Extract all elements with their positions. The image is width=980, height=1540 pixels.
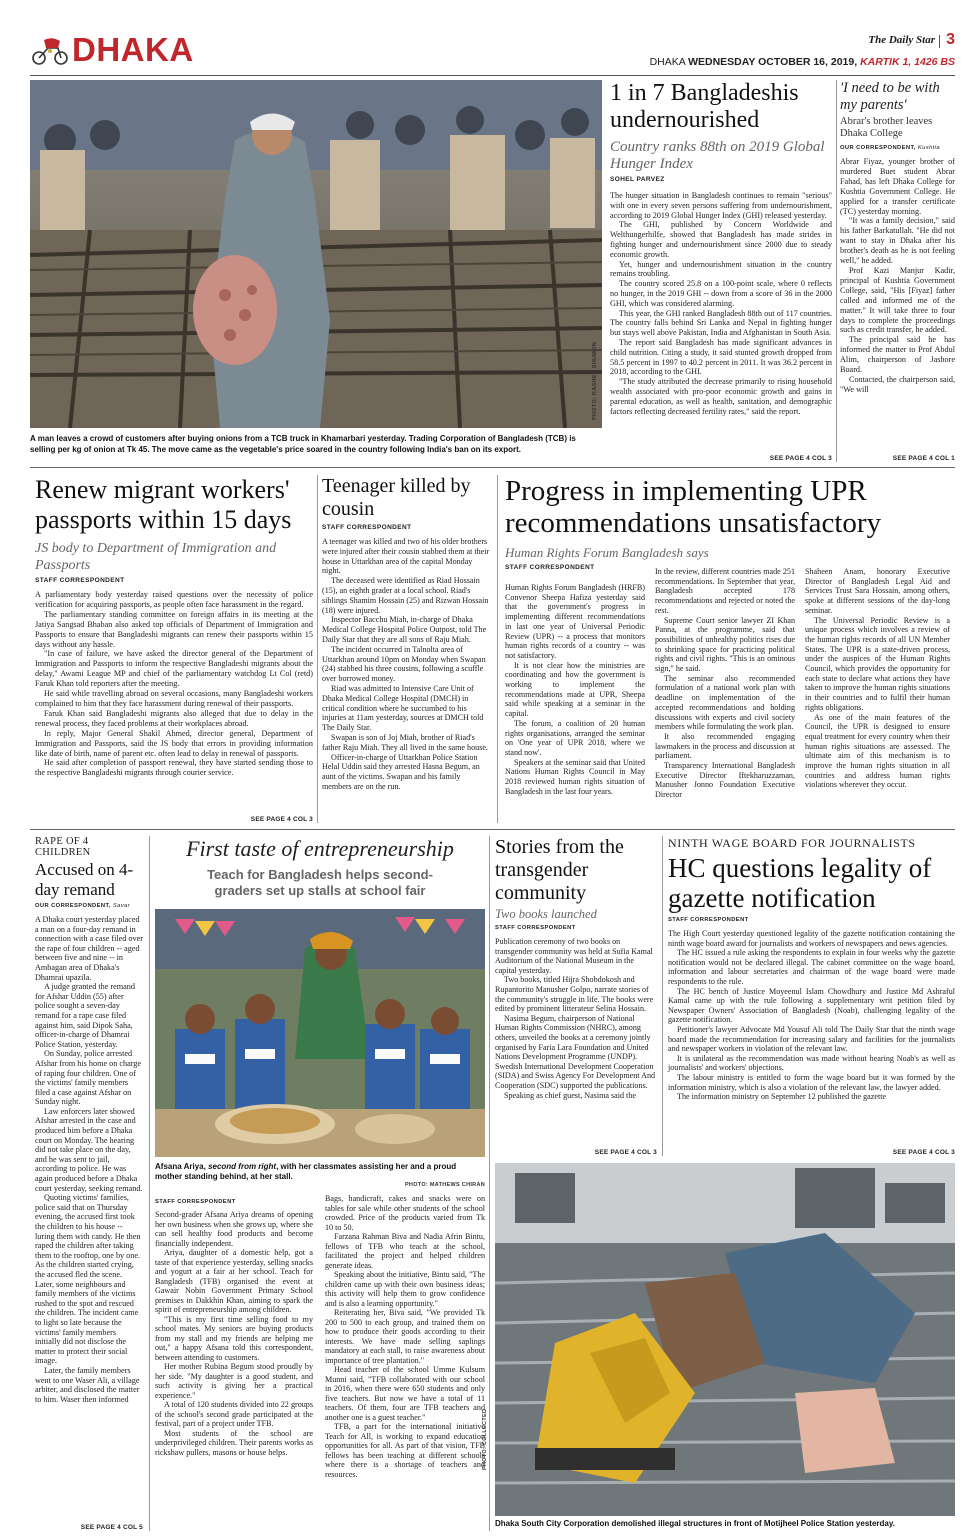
paragraph: The forum, a coalition of 20 human rights organisations, arranged the seminar on 'One year of UPR 2018, where we stand now'. bbox=[505, 718, 645, 757]
paragraph: The HC issued a rule asking the respondents to explain in four weeks why the gazette notification would not be declared illegal. The cabinet committee on the wage board, information and labour secretaries and chairman of the wage board were made respondents to the rule. bbox=[668, 948, 955, 986]
paragraph: It is not clear how the ministries are coordinating and how the government is working to implement the recommendations made at UPR, Sheepa said while speaking at a seminar in the capital. bbox=[505, 660, 645, 719]
wage-byline: STAFF CORRESPONDENT bbox=[668, 917, 749, 923]
migrant-story bbox=[35, 475, 313, 823]
paragraph: In reply, Major General Shakil Ahmed, director general, Department of Immigration and Passports, said the JS body that errors in providing information like date of birth, name of parent etc. often lead to delay in renewal of passports. bbox=[35, 728, 313, 758]
wage-jump-link[interactable]: SEE PAGE 4 COL 3 bbox=[892, 1149, 955, 1156]
entrepreneur-byline: STAFF CORRESPONDENT bbox=[155, 1199, 236, 1205]
paragraph: The incident occurred in Talnolta area of Uttarkhan around 10pm on Monday when Swapan (24) stabbed his three cousins, following a scuffle over borrowed money. bbox=[322, 644, 486, 684]
transgender-body bbox=[495, 937, 657, 1100]
onion-truck-photo bbox=[30, 80, 602, 428]
wage-story bbox=[668, 836, 955, 1156]
paragraph: As one of the main features of the Council, the UPR is designed to ensure equal treatment for every country when their human rights situations are assessed. The ultimate aim of this mechanism is to improve the human rights situation in all countries and address human rights violations wherever they occur. bbox=[805, 712, 950, 790]
hunger-body bbox=[610, 191, 832, 416]
abrar-deck: Abrar's brother leaves Dhaka College bbox=[840, 116, 933, 139]
paragraph: He said after completion of passport renewal, they have started sending those to the respective Bangladeshi migrants through courier service. bbox=[35, 758, 313, 778]
abrar-byline bbox=[840, 145, 955, 151]
upr-story bbox=[505, 475, 955, 823]
teen-story bbox=[322, 475, 492, 823]
school-fair-photo-credit: PHOTO: MATHEWS CHIRAN bbox=[404, 1182, 485, 1188]
upr-deck: Human Rights Forum Bangladesh says bbox=[505, 545, 709, 560]
migrant-headline: Renew migrant workers' passports within 15 days bbox=[35, 475, 292, 534]
section-title: DHAKA bbox=[72, 31, 194, 68]
paragraph: Second-grader Afsana Ariya dreams of opening her own business when she grows up, where she can sell healthy food products and become financially independent. bbox=[155, 1210, 313, 1248]
paragraph: Bags, handicraft, cakes and snacks were on tables for sale while other students of the school crowded. Price of the products varied from Tk 10 to 50. bbox=[325, 1194, 485, 1232]
paragraph: A teenager was killed and two of his older brothers were injured after their cousin stabbed them at their house in Uttarkhan area of the capital Monday night. bbox=[322, 537, 490, 576]
paragraph: Head teacher of the school Umme Kulsum Munni said, "TFB collaborated with our school in 2016, when there were 650 students and only five teachers. But now we have a total of 11 teachers. Of them, four are TFB teachers and another one is a guest teacher." bbox=[325, 1365, 485, 1422]
paragraph: A parliamentary body yesterday raised questions over the necessity of police verification for acquiring passports, as people often face harassment in the regard. bbox=[35, 590, 313, 609]
school-fair-caption bbox=[155, 1162, 485, 1182]
paragraph: In the review, different countries made 251 recommendations. In September that year, Bangladesh accepted 178 recommendations and rejected or noted the rest. bbox=[655, 567, 795, 615]
dateline bbox=[650, 56, 955, 68]
abrar-byline-place: Kushtia bbox=[917, 145, 940, 151]
dateline-date: WEDNESDAY OCTOBER 16, 2019, bbox=[688, 56, 858, 68]
paragraph: Most students of the school are underprivileged children. Their parents works as rickshaw pullers, masons or house helps. bbox=[155, 1428, 313, 1457]
paragraph: A Dhaka court yesterday placed a man on a four-day remand in connection with a case filed over the rape of four children -- aged between five and nine -- in Ambagan area of Dhaka's Dhamrai upazila. bbox=[35, 915, 143, 982]
paragraph: The seminar also recommended formulation of a national work plan with deadline on implementation of the accepted recommendations and holding discussions with experts and civil society members while formulating the work plan. bbox=[655, 673, 795, 732]
paragraph: "It was a family decision," said his father Barkatullah. "He did not want to stay in Dhaka after his brother's death as he is not feeling well," he added. bbox=[840, 216, 955, 266]
paragraph: The Universal Periodic Review is a unique process which involves a review of the human rights records of all UN Member States. The UPR is a state-driven process, under the auspices of the Human Rights Council, which provides the opportunity for each state to declare what actions they have taken to improve the human rights situations in their countries and to fulfil their human rights obligations. bbox=[805, 615, 950, 712]
paragraph: The hunger situation in Bangladesh continues to remain "serious" with one in every seven persons suffering from undernourishment, according to 2019 Global Hunger Index (GHI) released yesterday. bbox=[610, 191, 832, 220]
demolition-photo bbox=[495, 1163, 955, 1516]
abrar-story bbox=[840, 80, 955, 462]
paragraph: It is unilateral as the recommendation was made without hearing Noab's as well as journalists' and workers' objections. bbox=[668, 1053, 955, 1073]
transgender-deck: Two books launched bbox=[495, 907, 597, 921]
paragraph: Transparency International Bangladesh Executive Director Iftekharuzzaman, Manusher Jonno Foundation Executive Director bbox=[655, 761, 795, 800]
paragraph: Speakers at the seminar said that United Nations Human Rights Council in May 2018 reviewed human rights situation of Bangladesh in the last four years. bbox=[505, 757, 645, 796]
upr-col2 bbox=[655, 567, 795, 800]
paragraph: Supreme Court senior lawyer ZI Khan Panna, at the programme, said that possibilities of unhealthy politics rises due to shrinking space for practicing political rights and civil rights. "This is an ominous sign," he said. bbox=[655, 615, 795, 674]
paragraph: The country scored 25.8 on a 100-point scale, where 0 reflects no hunger, in the 2019 GHI -- down from a score of 36 in the 2000 GHI, which was considered alarming. bbox=[610, 279, 832, 308]
paragraph: Later, the family members went to one Waser Ali, a village arbiter, and disclosed the matter to him. Waser then informed bbox=[35, 1365, 140, 1404]
paragraph: The information ministry on September 12 published the gazette bbox=[677, 1092, 887, 1102]
paragraph: The report said Bangladesh has made significant advances in child nutrition. Citing a study, it said stunted growth dropped from 58.5 percent in 1997 to 40.2 percent in 2011. It was 36.2 percent in 2018, according to the GHI. bbox=[610, 337, 832, 377]
paragraph: He said while travelling abroad on several occasions, many Bangladeshi workers complained to him that they face harassment during renewal of their passports. bbox=[35, 689, 313, 708]
paragraph: "This is my first time selling food to my school mates. My seniors are buying products from my stall and my friends are helping me out," a happy Afsana told this correspondent, between attending to customers. bbox=[155, 1314, 313, 1362]
paragraph: A judge granted the remand for Afshar Uddin (55) after police sought a seven-day remand for a rape case filed against him, said Dipok Saha, officer-in-charge of Dhamrai Police Station, yesterday. bbox=[35, 982, 135, 1049]
paragraph: Reiterating her, Biva said, "We provided Tk 200 to 500 to each group, and trained them on how to produce their goods according to their interests. We have made selling saplings mandatory at each stall, to raise awareness about importance of tree plantation." bbox=[325, 1308, 485, 1365]
paragraph: Contacted, the chairperson said, "We will bbox=[840, 374, 955, 394]
abrar-jump-link[interactable]: SEE PAGE 4 COL 1 bbox=[892, 455, 955, 462]
page-header bbox=[30, 28, 955, 74]
paragraph: Publication ceremony of two books on transgender community was held at Sufia Kamal Auditorium of the National Museum in the capital yesterday. bbox=[495, 937, 653, 975]
remand-story bbox=[35, 836, 143, 1531]
upr-col3 bbox=[805, 567, 950, 790]
paragraph: A total of 120 students divided into 22 groups of the school's second grade participated at the festival, part of a project under TFB. bbox=[155, 1400, 313, 1428]
paragraph: It also recommended engaging lawmakers in the process and discussion at parliament. bbox=[655, 731, 795, 761]
paragraph: The deceased were identified as Riad Hossain (15), an eighth grader at a local school. Riad's siblings Shamim Hossain (25) and Rizwan Hossain (18) were injured. bbox=[322, 576, 489, 615]
column-rule bbox=[317, 475, 318, 823]
paragraph: Speaking about the initiative, Bintu said, "The children came up with their own business ideas; this activity will help them to grow confidence and is also a learning opportunity." bbox=[325, 1270, 485, 1308]
onion-photo-credit: PHOTO: RASHED SHUMON bbox=[592, 341, 598, 420]
paragraph: Officer-in-charge of Uttarkhan Police Station Helal Uddin said they arrested Hasna Begum, an aunt of the victims. Swapan and his family members are on the run. bbox=[322, 752, 480, 791]
paragraph: Prof Kazi Manjur Kadir, principal of Kushtia Government College, said, "His [Fiyaz] father called and informed me of the matter." It will take three to four days to complete the proceedings such as credit transfer, he added. bbox=[840, 265, 955, 335]
paragraph: On Sunday, police arrested Afshar from his home on charge of raping four children. One of the victims' family members filed a case against Afshar on Sunday night. bbox=[35, 1049, 142, 1107]
paragraph: The principal said he has informed the matter to Prof Abdul Alim, chairperson of Jashore Board. bbox=[840, 335, 955, 375]
migrant-jump-link[interactable]: SEE PAGE 4 COL 3 bbox=[250, 816, 313, 823]
hunger-deck: Country ranks 88th on 2019 Global Hunger Index bbox=[610, 139, 825, 172]
paragraph: Faruk Khan said Bangladeshi migrants also alleged that due to delay in the renewal process, they faced problems at their workplaces abroad. bbox=[35, 708, 313, 728]
paragraph: The GHI, published by Concern Worldwide and Welthungerhilfe, showed that Bangladesh has made strides in fighting hunger and undernourishment since 2000 due to steady economic growth. bbox=[610, 220, 832, 259]
paragraph: The parliamentary standing committee on foreign affairs in its meeting at the Jatiya Sangsad Bhaban also asked top officials of Department of Immigration and Passports to ensure that Bangladeshi migrants can renew their passports within 15 days without any hassle. bbox=[35, 609, 313, 649]
teen-body bbox=[322, 537, 492, 792]
hunger-byline: SOHEL PARVEZ bbox=[610, 176, 665, 183]
wage-kicker: NINTH WAGE BOARD FOR JOURNALISTS bbox=[668, 836, 916, 850]
entrepreneur-deck: Teach for Bangladesh helps second-graders set up stalls at school fair bbox=[207, 867, 433, 898]
paragraph: Swapan is son of Joj Miah, brother of Riad's father Raju Miah. They all lived in the same house. bbox=[322, 732, 488, 752]
paragraph: The High Court yesterday questioned legality of the gazette notification containing the ninth wage board award for journalists and workers of newspapers and news agencies. bbox=[668, 929, 955, 948]
column-rule bbox=[497, 475, 498, 823]
paragraph: Law enforcers later showed Afshar arrested in the case and produced him before a Dhaka court on Monday. The hearing did not take place on the day, and he was sent to jail, according to police. He was again produced before a Dhaka court yesterday, seeking remand. bbox=[35, 1106, 143, 1193]
upr-col1 bbox=[505, 583, 645, 796]
entrepreneur-headline: First taste of entrepreneurship bbox=[186, 836, 454, 861]
section-rule bbox=[30, 467, 955, 468]
transgender-headline: Stories from the transgender community bbox=[495, 836, 624, 904]
wage-body bbox=[668, 929, 955, 1102]
transgender-jump-link[interactable]: SEE PAGE 4 COL 3 bbox=[594, 1149, 657, 1156]
onion-photo-caption: A man leaves a crowd of customers after buying onions from a TCB truck in Khamarbari yesterday. Trading Corporation of Bangladesh (TCB) is selling per kg of onion at Tk 45. The move came as the vegetable's price soared in the country following India's ban on its export. bbox=[30, 434, 576, 454]
teen-headline: Teenager killed by cousin bbox=[322, 475, 471, 520]
school-fair-photo bbox=[155, 909, 485, 1157]
abrar-body bbox=[840, 157, 955, 395]
paragraph: Farzana Rahman Biva and Nadia Afrin Bintu, fellows of TFB who teach at the school, facilitated the project and helped children generate ideas. bbox=[325, 1232, 485, 1270]
paragraph: Ariya, daughter of a domestic help, got a taste of that experience yesterday, selling snacks and yogurt at a fair at her school. Teach for Bangladesh (TFB) organised the event at Gawair Nobin Government Primary School premises in Dakkhin Khan, aiming to spark the spirit of entrepreneurship among children. bbox=[155, 1248, 313, 1314]
entrepreneur-col2 bbox=[325, 1194, 485, 1479]
migrant-byline: STAFF CORRESPONDENT bbox=[35, 577, 125, 584]
hunger-story bbox=[610, 80, 832, 462]
header-divider bbox=[939, 35, 940, 48]
paragraph: This year, the GHI ranked Bangladesh 88th out of 117 countries. The country falls behind Sri Lanka and Nepal in fighting hunger but stays well above Pakistan, India and Afghanistan in South Asia. bbox=[610, 308, 832, 338]
header-rule bbox=[30, 75, 955, 76]
teen-byline: STAFF CORRESPONDENT bbox=[322, 524, 412, 531]
migrant-body bbox=[35, 590, 313, 778]
paragraph: Abrar Fiyaz, younger brother of murdered Buet student Abrar Fahad, has left Dhaka College for Kushtia Government College. He applied for a transfer certificate (TC) yesterday morning. bbox=[840, 157, 955, 216]
transgender-byline: STAFF CORRESPONDENT bbox=[495, 925, 576, 931]
remand-jump-link[interactable]: SEE PAGE 4 COL 5 bbox=[80, 1524, 143, 1531]
section-rule bbox=[30, 829, 955, 830]
paragraph: TFB, a part for the international initiative Teach for All, is working to expand education opportunities for all. As part of that vision, TFB fellows has been teaching at different schools where there is a shortage of teachers and resources. bbox=[325, 1422, 485, 1479]
paragraph: Shaheen Anam, honorary Executive Director of Bangladesh Legal Aid and Services Trust Sara Hossain, among others, spoke at different sessions of the day-long seminar. bbox=[805, 567, 950, 615]
remand-byline-name: OUR CORRESPONDENT, bbox=[35, 903, 111, 909]
entrepreneur-col1 bbox=[155, 1210, 313, 1457]
wage-headline: HC questions legality of gazette notification bbox=[668, 853, 932, 913]
remand-byline bbox=[35, 903, 143, 909]
column-rule bbox=[149, 836, 150, 1531]
masthead: The Daily Star bbox=[868, 34, 935, 46]
remand-kicker: RAPE OF 4 CHILDREN bbox=[35, 836, 91, 858]
remand-headline: Accused on 4-day remand bbox=[35, 860, 134, 899]
paragraph: Yet, hunger and undernourishment situation in the country remains troubling. bbox=[610, 259, 832, 279]
demolition-caption: Dhaka South City Corporation demolished illegal structures in front of Motijheel Police Station yesterday. bbox=[495, 1519, 895, 1528]
column-rule bbox=[489, 836, 490, 1531]
caption-text: , with her classmates assisting her and a proud mother standing behind, at her stall. bbox=[155, 1162, 457, 1181]
upr-byline: STAFF CORRESPONDENT bbox=[505, 564, 595, 571]
abrar-headline: 'I need to be with my parents' bbox=[840, 80, 940, 113]
caption-emphasis: second from right bbox=[208, 1162, 277, 1171]
column-rule bbox=[836, 80, 837, 462]
column-rule bbox=[662, 836, 663, 1156]
remand-body bbox=[35, 915, 143, 1404]
paragraph: "In case of failure, we have asked the director general of the Department of Immigration and Passports to inform the respective Bangladeshi migrants about the delay," Awami League MP and chief of the parliamentary watchdog Lt Col (retd) Faruk Khan told reporters after the meeting. bbox=[35, 649, 313, 689]
paragraph: The HC bench of Justice Moyeenul Islam Chowdhury and Justice Md Ashraful Kamal came up with the rule following a supplementary writ petition filed by Newspaper Owners' Association of Bangladesh (Noab), challenging legality of the gazette notification. bbox=[668, 986, 955, 1025]
paragraph: Nasima Begum, chairperson of National Human Rights Commission (NHRC), among others, unveiled the books at a ceremony jointly organised by Faria Lara Foundation and United Nations Development Programme (UNDP). Swedish International Development Cooperation (SIDA) and Swiss Agency For Development And Cooperation (SDC) supported the publications. bbox=[495, 1013, 656, 1090]
entrepreneur-story bbox=[155, 836, 485, 1531]
paragraph: Speaking as chief guest, Nasima said the bbox=[504, 1090, 636, 1100]
hunger-headline: 1 in 7 Bangladeshis undernourished bbox=[610, 80, 799, 133]
paragraph: Human Rights Forum Bangladesh (HRFB) Convenor Sheepa Hafiza yesterday said that the government's progress in implementing different recommendations in last one year of Universal Periodic Review (UPR) -- a process that monitors human rights records of a country -- was not satisfactory. bbox=[505, 583, 645, 660]
page-number: 3 bbox=[946, 31, 955, 48]
caption-text: Afsana Ariya, bbox=[155, 1162, 209, 1171]
paragraph: Inspector Bacchu Miah, in-charge of Dhaka Medical College Hospital Police Outpost, told The Daily Star that they are all sons of Raju Miah. bbox=[322, 615, 487, 644]
dateline-prefix: DHAKA bbox=[649, 56, 686, 68]
paragraph: "The study attributed the decrease primarily to rising household wealth associated with pro-poor economic growth and gains in parental education, as well as health, sanitation, and demographic factors reflecting decreased fertility rates," said the report. bbox=[610, 377, 832, 416]
paragraph: The labour ministry is entitled to form the wage board but it was formed by the information ministry, which is also a violation of the relevant law, the lawyer added. bbox=[668, 1072, 955, 1092]
transgender-story bbox=[495, 836, 657, 1156]
remand-byline-place: Savar bbox=[112, 903, 130, 909]
paragraph: Quoting victims' families, police said that on Thursday evening, the accused first took the children to his house -- luring them with candy. He then raped the children after taking them to the rooftop, one by one. As the children started crying, the accused fled the scene. Later, some neighbours and family members of the victims rushed to the spot and rescued the children. The incident came to light so late because the victims' family members initially did not disclose the matter to protect their social image. bbox=[35, 1193, 141, 1366]
paragraph: Petitioner's lawyer Advocate Md Yousuf Ali told The Daily Star that the ninth wage board made the recommendation for increasing salary and facilities for the journalists and newspaper workers in violation of the relevant law. bbox=[668, 1024, 955, 1054]
migrant-deck: JS body to Department of Immigration and Passports bbox=[35, 541, 277, 573]
upr-headline: Progress in implementing UPR recommendations unsatisfactory bbox=[505, 475, 882, 539]
demolition-photo-credit: PHOTO: COLLECTED bbox=[482, 1408, 488, 1470]
paragraph: Riad was admitted to Intensive Care Unit of Dhaka Medical College Hospital (DMCH) in critical condition where he succumbed to his injuries at 11am yesterday, sources at DMCH told The Daily Star. bbox=[322, 683, 484, 733]
paragraph: Her mother Rubina Begum stood proudly by her side. "My daughter is a good student, and such activity is giving her a practical experience." bbox=[155, 1362, 313, 1400]
dateline-bangla: KARTIK 1, 1426 BS bbox=[860, 56, 955, 68]
abrar-byline-name: OUR CORRESPONDENT, bbox=[840, 145, 916, 151]
paragraph: Two books, titled Hijra Shobdokosh and Rupantorito Manusher Golpo, narrate stories of the community's struggle in life. The books were edited by prominent litterateur Selina Hossain. bbox=[495, 975, 654, 1014]
rickshaw-logo-icon bbox=[30, 36, 70, 66]
hunger-jump-link[interactable]: SEE PAGE 4 COL 3 bbox=[769, 455, 832, 462]
